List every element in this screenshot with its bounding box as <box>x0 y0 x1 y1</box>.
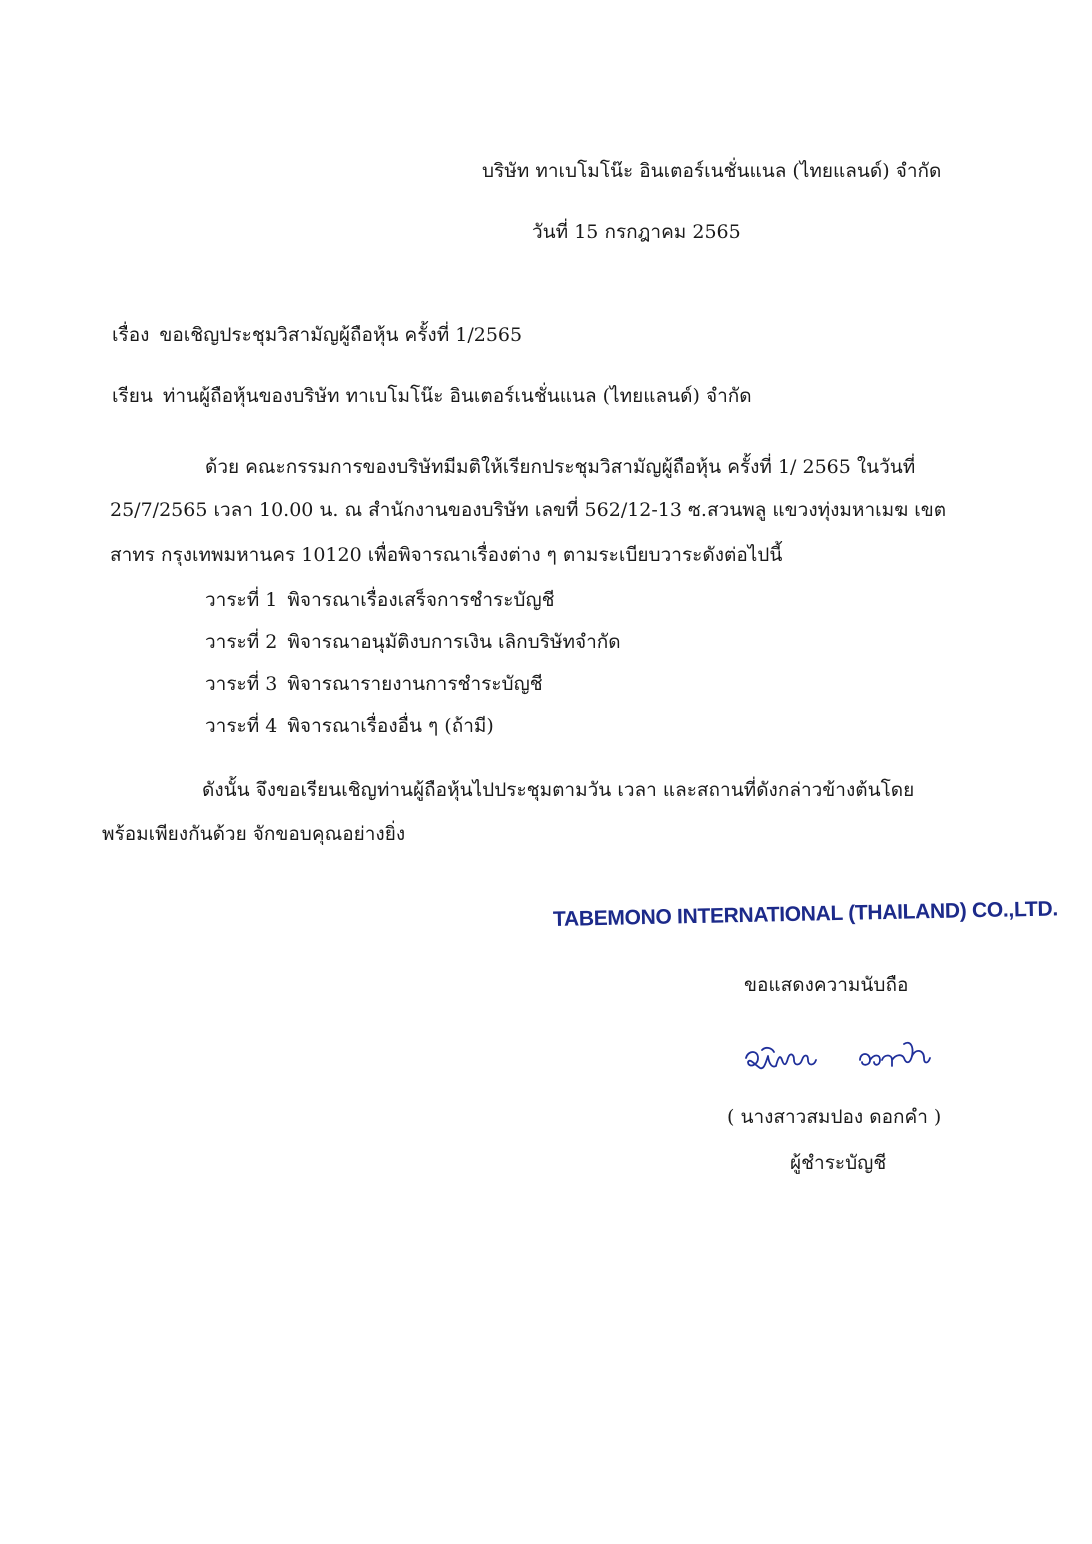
salutation-text: ท่านผู้ถือหุ้นของบริษัท ทาเบโมโน๊ะ อินเตอร์เนชั่นแนล (ไทยแลนด์) จำกัด <box>162 385 752 407</box>
handwritten-signature <box>742 1028 942 1084</box>
body-line: ด้วย คณะกรรมการของบริษัทมีมติให้เรียกประชุมวิสามัญผู้ถือหุ้น ครั้งที่ 1/ 2565 ในวันที่ <box>205 456 916 478</box>
agenda-item <box>205 630 621 654</box>
closing-line: พร้อมเพียงกันด้วย จักขอบคุณอย่างยิ่ง <box>102 823 406 845</box>
subject-text: ขอเชิญประชุมวิสามัญผู้ถือหุ้น ครั้งที่ 1/2565 <box>159 324 523 346</box>
agenda-item <box>205 588 555 612</box>
agenda-label: วาระที่ 1 <box>205 589 278 611</box>
agenda-item <box>205 672 543 696</box>
signer-title: ผู้ชำระบัญชี <box>790 1152 887 1174</box>
agenda-label: วาระที่ 2 <box>205 631 278 653</box>
agenda-text: พิจารณาเรื่องอื่น ๆ (ถ้ามี) <box>287 715 494 737</box>
body-line: 25/7/2565 เวลา 10.00 น. ณ สำนักงานของบริษัท เลขที่ 562/12-13 ซ.สวนพลู แขวงทุ่งมหาเมฆ เขต <box>110 499 947 521</box>
agenda-text: พิจารณารายงานการชำระบัญชี <box>287 673 543 695</box>
salutation-label: เรียน <box>112 385 153 407</box>
agenda-label: วาระที่ 3 <box>205 673 278 695</box>
agenda-text: พิจารณาอนุมัติงบการเงิน เลิกบริษัทจำกัด <box>287 631 621 653</box>
agenda-item <box>205 714 494 738</box>
subject-line <box>112 323 522 347</box>
regards-text: ขอแสดงความนับถือ <box>744 974 909 996</box>
salutation-line <box>112 384 752 408</box>
subject-label: เรื่อง <box>112 324 150 346</box>
signer-name: ( นางสาวสมปอง ดอกคำ ) <box>727 1106 942 1128</box>
agenda-label: วาระที่ 4 <box>205 715 278 737</box>
company-stamp: TABEMONO INTERNATIONAL (THAILAND) CO.,LTD. <box>552 897 1059 931</box>
company-header: บริษัท ทาเบโมโน๊ะ อินเตอร์เนชั่นแนล (ไทยแลนด์) จำกัด <box>482 160 942 182</box>
letter-date: วันที่ 15 กรกฎาคม 2565 <box>532 221 741 243</box>
body-line: สาทร กรุงเทพมหานคร 10120 เพื่อพิจารณาเรื่องต่าง ๆ ตามระเบียบวาระดังต่อไปนี้ <box>110 544 783 566</box>
closing-line: ดังนั้น จึงขอเรียนเชิญท่านผู้ถือหุ้นไปประชุมตามวัน เวลา และสถานที่ดังกล่าวข้างต้นโดย <box>202 779 915 801</box>
agenda-text: พิจารณาเรื่องเสร็จการชำระบัญชี <box>287 589 555 611</box>
